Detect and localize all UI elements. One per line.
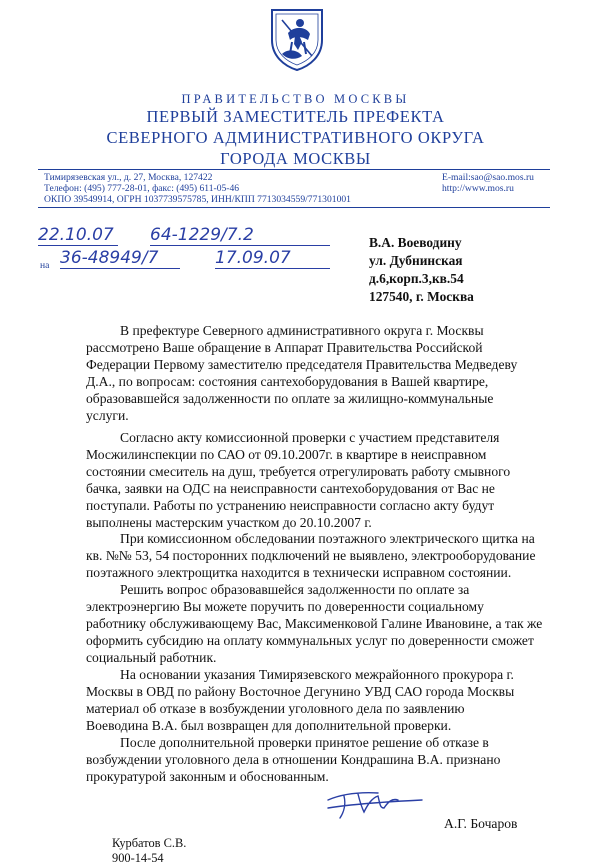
recipient-building: д.6,корп.3,кв.54	[369, 271, 464, 286]
body-paragraph-6: После дополнительной проверки принятое решение об отказе в возбуждении уголовного дела в отношении Кондрашина В.А. признано прокуратурой законным и обоснованным.	[86, 735, 501, 784]
office-title-line-3: ГОРОДА МОСКВЫ	[220, 149, 371, 168]
incoming-number: 36-48949/7	[60, 248, 180, 269]
executor-name: Курбатов С.В.	[112, 836, 187, 850]
handwritten-signature	[322, 778, 432, 822]
body-paragraph-3: При комиссионном обследовании поэтажного электрического щитка на кв. №№ 53, 54 посторонних подключений не выявлено, электрооборудование поэтажного электрощитка находится в технически исправном состоянии.	[86, 531, 536, 580]
letterhead-rule-top	[38, 169, 550, 170]
recipient-name: В.А. Воеводину	[369, 235, 462, 250]
letterhead-email: E-mail:sao@sao.mos.ru	[442, 172, 534, 183]
office-title-line-2: СЕВЕРНОГО АДМИНИСТРАТИВНОГО ОКРУГА	[106, 128, 485, 147]
body-paragraph-2: Согласно акту комиссионной проверки с участием представителя Мосжилинспекции по САО от 09.10.2007г. в квартире в неисправном состоянии смеситель на душ, требуется отрегулировать работу смывного бачка, заявки на ОДС на неисправности сантехоборудования от Вас не поступали. Работы по устранению неисправности согласно акту будут выполнены мастерским участком до 20.10.2007 г.	[86, 430, 511, 530]
letterhead-rule-bottom	[38, 207, 550, 208]
letterhead-requisites: ОКПО 39549914, ОГРН 1037739575785, ИНН/КПП 7713034559/771301001	[44, 194, 351, 205]
outgoing-date: 22.10.07	[38, 225, 118, 246]
body-paragraph-4: Решить вопрос образовавшейся задолженности по оплате за электроэнергию Вы можете поручить по доверенности социальному работнику обслуживающему Вас, Максименковой Галине Ивановине, а так же оформить субсидию на оплату коммунальных услуг по доверенности сможет социальный работник.	[86, 582, 543, 665]
executor-phone: 900-14-54	[112, 851, 164, 865]
incoming-date: 17.09.07	[215, 248, 330, 269]
in-reply-prefix: на	[40, 260, 50, 271]
signatory-name: А.Г. Бочаров	[444, 816, 518, 831]
letterhead-website: http://www.mos.ru	[442, 183, 514, 194]
recipient-city: 127540, г. Москва	[369, 289, 474, 304]
office-title-line-1: ПЕРВЫЙ ЗАМЕСТИТЕЛЬ ПРЕФЕКТА	[146, 107, 445, 126]
recipient-street: ул. Дубнинская	[369, 253, 463, 268]
outgoing-number: 64-1229/7.2	[150, 225, 330, 246]
body-paragraph-5: На основании указания Тимирязевского межрайонного прокурора г. Москвы в ОВД по району Восточное Дегунино УВД САО города Москвы материал об отказе в возбуждении уголовного дела по заявлению Воеводина В.А. был возвращен для дополнительной проверки.	[86, 667, 515, 733]
letterhead-address: Тимирязевская ул., д. 27, Москва, 127422	[44, 172, 213, 183]
moscow-coat-of-arms-emblem	[268, 6, 326, 72]
government-name: ПРАВИТЕЛЬСТВО МОСКВЫ	[181, 92, 410, 106]
body-paragraph-1: В префектуре Северного административного округа г. Москвы рассмотрено Ваше обращение в Аппарат Правительства Российской Федерации Первому заместителю председателя Правительства Медведеву Д.А., по вопросам: состояния сантехоборудования в Вашей квартире, образовавшейся задолженности по оплате за жилищно-коммунальные услуги.	[86, 323, 518, 423]
letterhead-phone: Телефон: (495) 777-28-01, факс: (495) 611-05-46	[44, 183, 240, 194]
